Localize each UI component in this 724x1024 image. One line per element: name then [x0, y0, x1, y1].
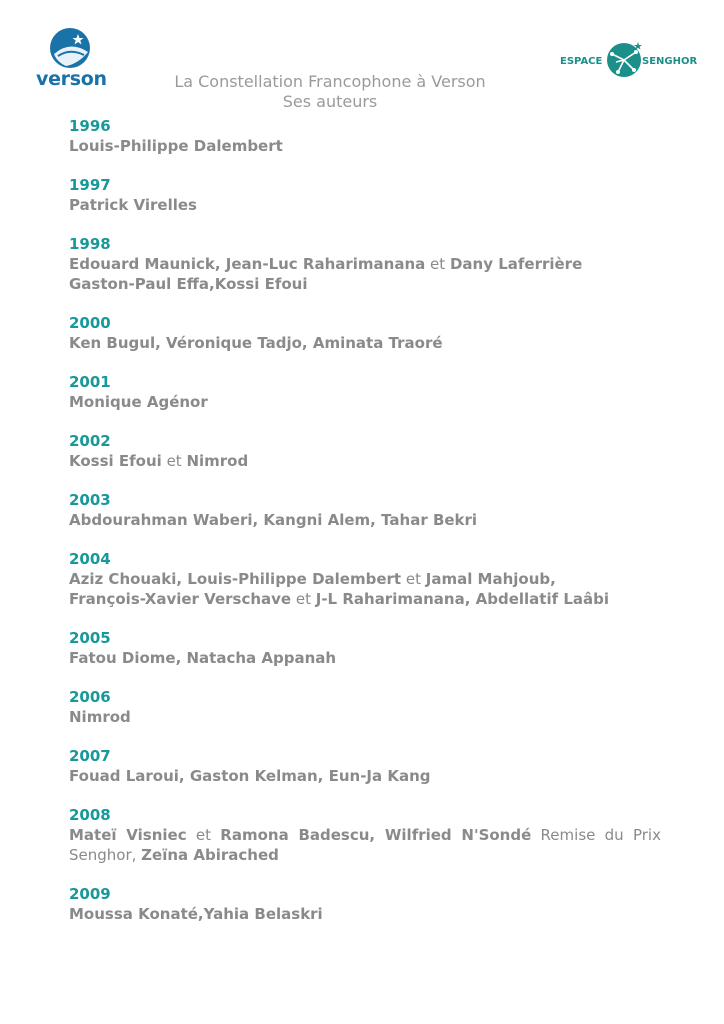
verson-globe-icon [48, 26, 92, 70]
author-names: Nimrod [69, 708, 131, 726]
year-label: 2000 [69, 314, 111, 332]
author-names: Monique Agénor [69, 393, 208, 411]
author-names: Aziz Chouaki, Louis-Philippe Dalembert et Jamal Mahjoub, François-Xavier Verschave et J-L Raharimanana, Abdellatif Laâbi [69, 570, 610, 608]
authors-list [69, 116, 661, 943]
verson-logo [36, 26, 106, 88]
year-label: 2002 [69, 432, 111, 450]
author-names: Patrick Virelles [69, 196, 197, 214]
list-item [69, 313, 661, 353]
list-item [69, 805, 661, 865]
espace-logo-text: ESPACE [560, 56, 603, 67]
author-names: Moussa Konaté,Yahia Belaskri [69, 905, 323, 923]
year-label: 2003 [69, 491, 111, 509]
list-item [69, 687, 661, 727]
verson-logo-text: verson [36, 68, 107, 90]
list-item [69, 116, 661, 156]
year-label: 1997 [69, 176, 111, 194]
author-names: Ken Bugul, Véronique Tadjo, Aminata Traoré [69, 334, 443, 352]
senghor-star-icon [604, 40, 644, 80]
year-label: 2009 [69, 885, 111, 903]
year-label: 1996 [69, 117, 111, 135]
author-names: Fatou Diome, Natacha Appanah [69, 649, 337, 667]
senghor-logo-text: SENGHOR [642, 56, 698, 67]
title-line-2: Ses auteurs [282, 92, 378, 111]
year-label: 1998 [69, 235, 111, 253]
list-item [69, 884, 661, 924]
list-item [69, 628, 661, 668]
year-label: 2006 [69, 688, 111, 706]
author-names: Abdourahman Waberi, Kangni Alem, Tahar Bekri [69, 511, 478, 529]
list-item [69, 549, 661, 609]
year-label: 2008 [69, 806, 111, 824]
page-title [150, 72, 510, 112]
list-item [69, 234, 661, 294]
author-names: Mateï Visniec et Ramona Badescu, Wilfried N'Sondé Remise du Prix Senghor, Zeïna Abirached [69, 826, 661, 864]
year-label: 2007 [69, 747, 111, 765]
espace-senghor-logo [560, 40, 702, 86]
year-label: 2001 [69, 373, 111, 391]
title-line-1: La Constellation Francophone à Verson [174, 72, 486, 91]
author-names: Kossi Efoui et Nimrod [69, 452, 249, 470]
year-label: 2005 [69, 629, 111, 647]
year-label: 2004 [69, 550, 111, 568]
list-item [69, 431, 661, 471]
author-names: Fouad Laroui, Gaston Kelman, Eun-Ja Kang [69, 767, 431, 785]
list-item [69, 175, 661, 215]
list-item [69, 746, 661, 786]
list-item [69, 372, 661, 412]
author-names: Edouard Maunick, Jean-Luc Raharimanana et Dany Laferrière Gaston-Paul Effa,Kossi Efoui [69, 255, 583, 293]
author-names: Louis-Philippe Dalembert [69, 137, 283, 155]
list-item [69, 490, 661, 530]
